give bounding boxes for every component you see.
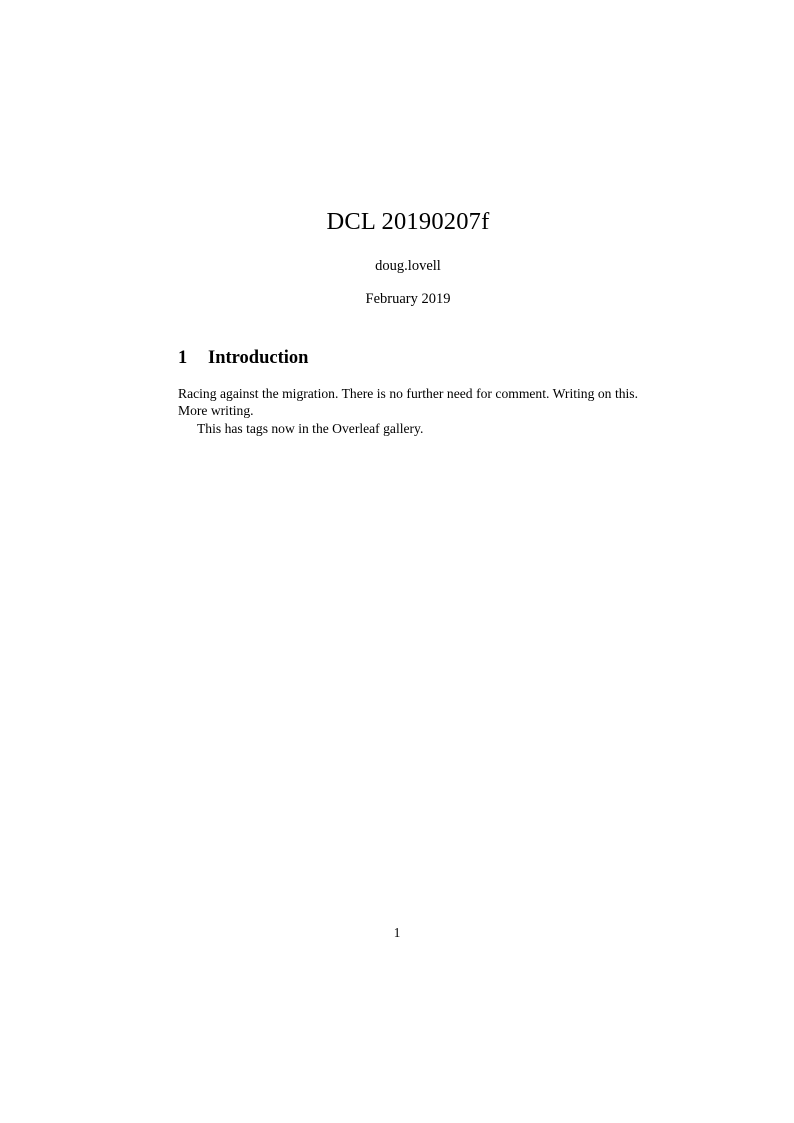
document-author: doug.lovell [375,258,441,274]
section-heading-introduction [178,308,638,369]
document-date: February 2019 [365,291,451,307]
document-body [178,0,638,437]
section-number: 1 [178,348,188,368]
paragraph: Racing against the migration. There is no further need for comment. Writing on this. More writing. [178,386,638,419]
paragraph: This has tags now in the Overleaf gallery. [197,420,424,436]
page-title: DCL 20190207f [326,208,490,235]
section-title: Introduction [208,348,309,368]
page-number: 1 [393,925,401,940]
